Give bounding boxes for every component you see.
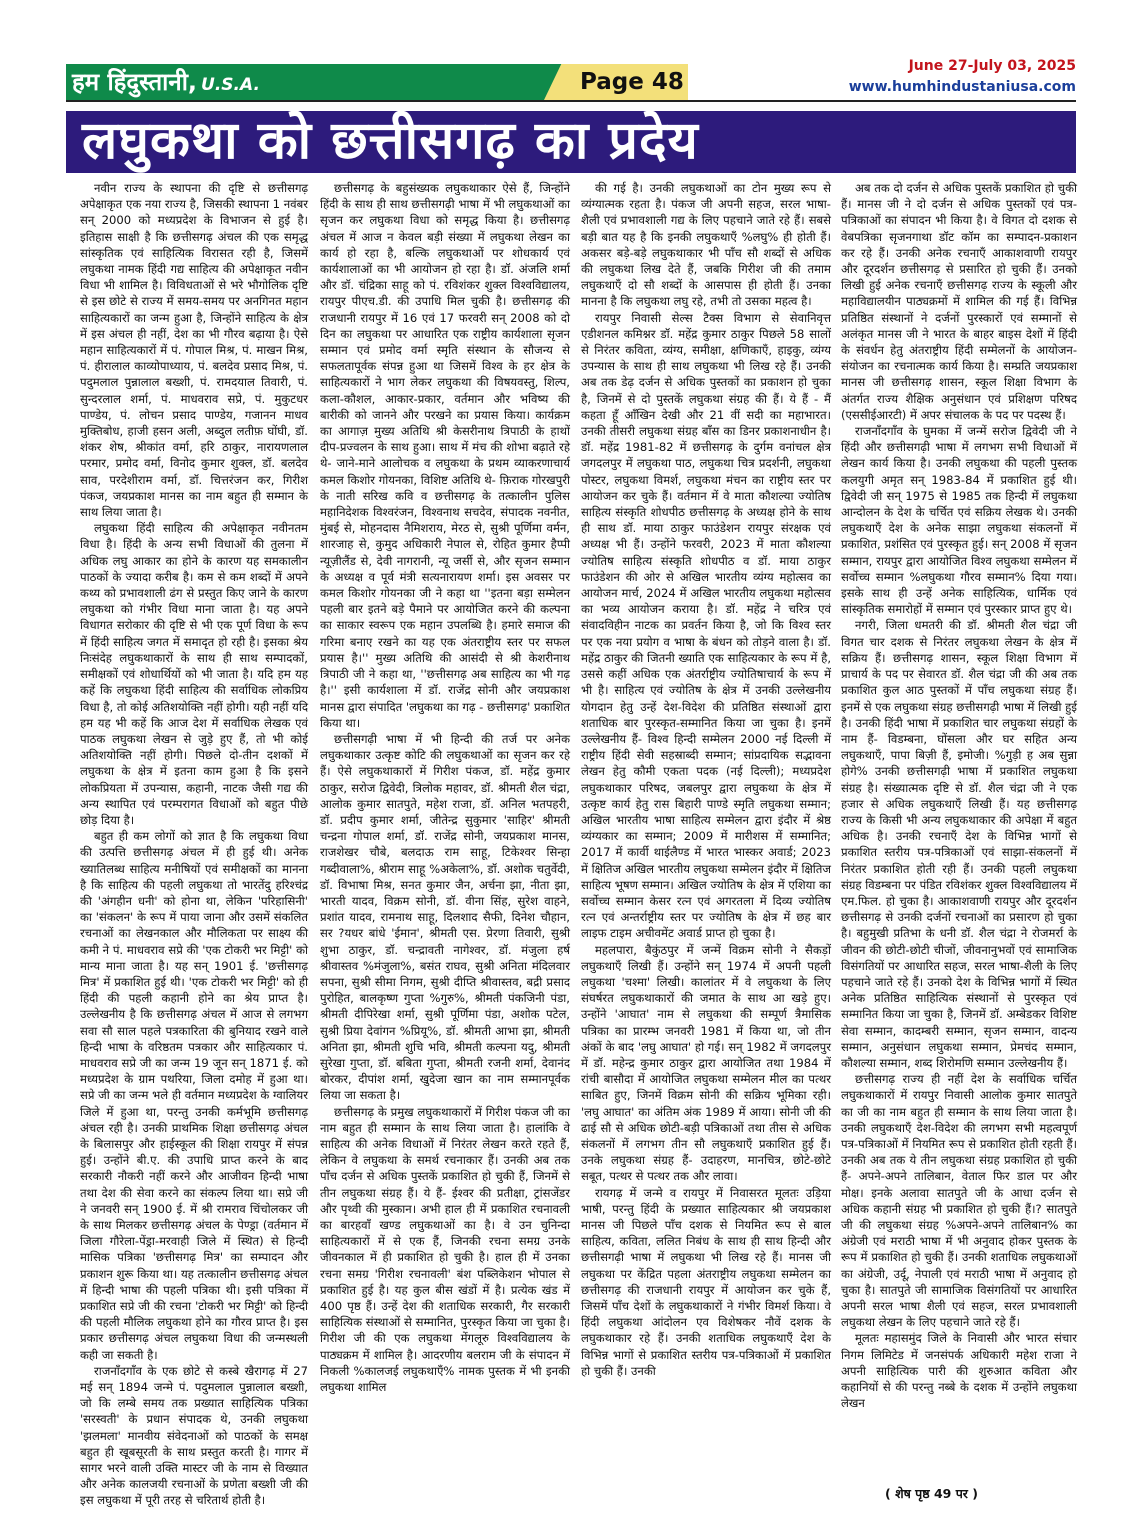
article-paragraph: राजनाँदगाँव के घुमका में जन्में सरोज द्विवेदी जी ने हिंदी और छत्तीसगढ़ी भाषा में लगभग सभी विधाओं में लेखन कार्य किया है। उनकी लघुकथा की पहली पुस्तक कलयुगी अमृत सन् 1983-84 में प्रकाशित हुई थी। द्विवेदी जी सन् 1975 से 1985 तक हिन्दी में लघुकथा आन्दोलन के देश के चर्चित एवं सक्रिय लेखक थे। उनकी लघुकथाएँ देश के अनेक साझा लघुकथा संकलनों में प्रकाशित, प्रशंसित एवं पुरस्कृत हुई। सन् 2008 में सृजन सम्मान, रायपुर द्वारा आयोजित विश्व लघुकथा सम्मेलन में सर्वोच्च सम्मान %लघुकथा गौरव सम्मान% दिया गया। इसके साथ ही उन्हें अनेक साहित्यिक, धार्मिक एवं सांस्कृतिक समारोहों में सम्मान एवं पुरस्कार प्राप्त हुए थे। bbox=[841, 424, 1077, 617]
article-paragraph: मूलतः महासमुंद जिले के निवासी और भारत संचार निगम लिमिटेड में जनसंपर्क अधिकारी महेश राजा ने अपनी साहित्यिक पारी की शुरुआत कविता और कहानियों से की परन्तु नब्बे के दशक में उन्होंने लघुकथा लेखन bbox=[841, 1331, 1077, 1411]
page-number: Page 48 bbox=[580, 69, 684, 95]
article-paragraph: छत्तीसगढ़ राज्य ही नहीं देश के सर्वाधिक चर्चित लघुकथाकारों में रायपुर निवासी आलोक कुमार सातपुते का जी का नाम बहुत ही सम्मान के साथ लिया जाता है। उनकी लघुकथाएँ देश-विदेश की लगभग सभी महत्वपूर्ण पत्र-पत्रिकाओं में नियमित रूप से प्रकाशित होती रहती हैं। उनकी अब तक ये तीन लघुकथा संग्रह प्रकाशित हो चुकी हैं- अपने-अपने तालिबान, वेताल फिर डाल पर और मोक्ष। इनके अलावा सातपुते जी के आधा दर्जन से अधिक कहानी संग्रह भी प्रकाशित हो चुकी हैं।? सातपुते जी की लघुकथा संग्रह %अपने-अपने तालिबान% का अंग्रेजी एवं मराठी भाषा में भी अनुवाद होकर पुस्तक के रूप में प्रकाशित हो चुकी हैं। उनकी शताधिक लघुकथाओं का अंग्रेजी, उर्दू, नेपाली एवं मराठी भाषा में अनुवाद हो चुका है। सातपुते जी सामाजिक विसंगतियों पर आधारित अपनी सरल भाषा शैली एवं सहज, सरल प्रभावशाली लघुकथा लेखन के लिए पहचाने जाते रहे हैं। bbox=[841, 1072, 1077, 1330]
article-paragraph: रायपुर निवासी सेल्स टैक्स विभाग से सेवानिवृत्त एडीशनल कमिश्नर डॉ. महेंद्र कुमार ठाकुर पिछले 58 सालों से निरंतर कविता, व्यंग्य, समीक्षा, क्षणिकाएँ, हाइकु, व्यंग्य उपन्यास के साथ ही साथ लघुकथा भी लिख रहे हैं। उनकी अब तक डेढ़ दर्जन से अधिक पुस्तकों का प्रकाशन हो चुका है, जिनमें से दो पुस्तकें लघुकथा संग्रह की हैं। ये हैं - मैं कहता हूँ आँखिन देखी और 21 वीं सदी का महाभारत। उनकी तीसरी लघुकथा संग्रह बाँस का डिनर प्रकाशनाधीन है। डॉ. महेंद्र 1981-82 में छत्तीसगढ़ के दुर्गम वनांचल क्षेत्र जगदलपुर में लघुकथा पाठ, लघुकथा चित्र प्रदर्शनी, लघुकथा पोस्टर, लघुकथा विमर्श, लघुकथा मंचन का राष्ट्रीय स्तर पर आयोजन कर चुके हैं। वर्तमान में वे माता कौशल्या ज्योतिष साहित्य संस्कृति शोधपीठ छत्तीसगढ़ के अध्यक्ष होने के साथ ही साथ डॉ. माया ठाकुर फाउंडेशन रायपुर संरक्षक एवं अध्यक्ष भी हैं। उन्होंने फरवरी, 2023 में माता कौशल्या ज्योतिष साहित्य संस्कृति शोधपीठ व डॉ. माया ठाकुर फाउंडेशन की ओर से अखिल भारतीय व्यंग्य महोत्सव का आयोजन मार्च, 2024 में अखिल भारतीय लघुकथा महोत्सव का भव्य आयोजन कराया है। डॉ. महेंद्र ने चरित्र एवं संवादविहीन नाटक का प्रवर्तन किया है, जो कि विश्व स्तर पर एक नया प्रयोग व भाषा के बंधन को तोड़ने वाला है। डॉ. महेंद्र ठाकुर की जितनी ख्याति एक साहित्यकार के रूप में है, उससे कहीं अधिक एक अंतर्राष्ट्रीय ज्योतिषाचार्य के रूप में भी है। साहित्य एवं ज्योतिष के क्षेत्र में उनकी उल्लेखनीय योगदान हेतु उन्हें देश-विदेश की प्रतिष्ठित संस्थाओं द्वारा शताधिक बार पुरस्कृत-सम्मानित किया जा चुका है। इनमें उल्लेखनीय हैं- विश्व हिन्दी सम्मेलन 2000 नई दिल्ली में राष्ट्रीय हिंदी सेवी सहस्राब्दी सम्मान; सांप्रदायिक सद्भावना लेखन हेतु कौमी एकता पदक (नई दिल्ली); मध्यप्रदेश लघुकथाकार परिषद, जबलपुर द्वारा लघुकथा के क्षेत्र में उत्कृष्ट कार्य हेतु रास बिहारी पाण्डे स्मृति लघुकथा सम्मान; अखिल भारतीय भाषा साहित्य सम्मेलन द्वारा इंदौर में श्रेष्ठ व्यंग्यकार का सम्मान; 2009 में मारीशस में सम्मानित; 2017 में कार्वी थाईलैण्ड में भारत भास्कर अवार्ड; 2023 में क्षितिज अखिल भारतीय लघुकथा सम्मेलन इंदौर में क्षितिज साहित्य भूषण सम्मान। अखिल ज्योतिष के क्षेत्र में एशिया का सर्वोच्च सम्मान केसर रत्न एवं अगरतला में दिव्य ज्योतिष रत्न एवं अन्तर्राष्ट्रीय स्तर पर ज्योतिष के क्षेत्र में छह बार लाइफ टाइम अचीवमेंट अवार्ड प्राप्त हो चुका है। bbox=[581, 310, 831, 941]
article-paragraph: छत्तीसगढ़ के बहुसंख्यक लघुकथाकार ऐसे हैं, जिन्होंने हिंदी के साथ ही साथ छत्तीसगढ़ी भाषा में भी लघुकथाओं का सृजन कर लघुकथा विधा को समृद्ध किया है। छत्तीसगढ़ अंचल में आज न केवल बड़ी संख्या में लघुकथा लेखन का कार्य हो रहा है, बल्कि लघुकथाओं पर शोधकार्य एवं कार्यशालाओं का भी आयोजन हो रहा है। डॉ. अंजलि शर्मा और डॉ. चंद्रिका साहू को पं. रविशंकर शुक्ल विश्वविद्यालय, रायपुर पीएच.डी. की उपाधि मिल चुकी है। छत्तीसगढ़ की राजधानी रायपुर में 16 एवं 17 फरवरी सन् 2008 को दो दिन का लघुकथा पर आधारित एक राष्ट्रीय कार्यशाला सृजन सम्मान एवं प्रमोद वर्मा स्मृति संस्थान के सौजन्य से सफलतापूर्वक संपन्न हुआ था जिसमें विश्व के हर क्षेत्र के साहित्यकारों ने भाग लेकर लघुकथा की विषयवस्तु, शिल्प, कला-कौशल, आकार-प्रकार, वर्तमान और भविष्य की बारीकी को जानने और परखने का प्रयास किया। कार्यक्रम का आगाज़ मुख्य अतिथि श्री केसरीनाथ त्रिपाठी के हाथों दीप-प्रज्वलन के साथ हुआ। साथ में मंच की शोभा बढ़ाते रहे थे- जाने-माने आलोचक व लघुकथा के प्रथम व्याकरणाचार्य कमल किशोर गोयनका, विशिष्ट अतिथि थे- फ़िराक गोरखपुरी के नाती सरिख कवि व छत्तीसगढ़ के तत्कालीन पुलिस महानिदेशक विश्वरंजन, विश्वनाथ सचदेव, संपादक नवनीत, मुंबई से, मोहनदास नैमिशराय, मेरठ से, सुश्री पूर्णिमा वर्मन, शारजाह से, कुमुद अधिकारी नेपाल से, रोहित कुमार हैप्पी न्यूज़ीलैंड से, देवी नागरानी, न्यू जर्सी से, और सृजन सम्मान के अध्यक्ष व पूर्व मंत्री सत्यनारायण शर्मा। इस अवसर पर कमल किशोर गोयनका जी ने कहा था ''इतना बड़ा सम्मेलन पहली बार इतने बड़े पैमाने पर आयोजित करने की कल्पना का साकार स्वरूप एक महान उपलब्धि है। हमारे समाज की गरिमा बनाए रखने का यह एक अंतराष्ट्रीय स्तर पर सफल प्रयास है।'' मुख्य अतिथि की आसंदी से श्री केशरीनाथ त्रिपाठी जी ने कहा था, ''छत्तीसगढ़ अब साहित्य का भी गढ़ है।'' इसी कार्यशाला में डॉ. राजेंद्र सोनी और जयप्रकाश मानस द्वारा संपादित 'लघुकथा का गढ़ - छत्तीसगढ़' प्रकाशित किया था। bbox=[320, 181, 570, 730]
continued-note: ( शेष पृष्ठ 49 पर ) bbox=[885, 1486, 978, 1501]
article-column-4 bbox=[841, 180, 1077, 1476]
article-paragraph: राजनाँदगाँव के एक छोटे से कस्बे खैरागढ़ में 27 मई सन् 1894 जन्मे पं. पदुमलाल पुन्नालाल बख्शी, जो कि लम्बे समय तक प्रख्यात साहित्यिक पत्रिका 'सरस्वती' के प्रधान संपादक थे, उनकी लघुकथा 'झलमला' मानवीय संवेदनाओं को पाठकों के समक्ष बहुत ही खूबसूरती के साथ प्रस्तुत करती है। गागर में सागर भरने वाली उक्ति मास्टर जी के नाम से विख्यात और अनेक कालजयी रचनाओं के प्रणेता बख्शी जी की इस लघुकथा में पूरी तरह से चरितार्थ होती है। bbox=[80, 1363, 308, 1508]
paper-suffix: U.S.A. bbox=[201, 75, 260, 95]
article-paragraph: छत्तीसगढ़ के प्रमुख लघुकथाकारों में गिरीश पंकज जी का नाम बहुत ही सम्मान के साथ लिया जाता है। हालांकि वे साहित्य की अनेक विधाओं में निरंतर लेखन करते रहते हैं, लेकिन वे लघुकथा के समर्थ रचनाकार हैं। उनकी अब तक पाँच दर्जन से अधिक पुस्तकें प्रकाशित हो चुकी हैं, जिनमें से तीन लघुकथा संग्रह हैं। ये हैं- ईश्वर की प्रतीक्षा, ट्रांसजेंडर और पृथ्वी की मुस्कान। अभी हाल ही में प्रकाशित रचनावली का बारहवाँ खण्ड लघुकथाओं का है। वे उन चुनिन्दा साहित्यकारों में से एक हैं, जिनकी रचना समग्र उनके जीवनकाल में ही प्रकाशित हो चुकी है। हाल ही में उनका रचना समग्र 'गिरीश रचनावली' बंश पब्लिकेशन भोपाल से प्रकाशित हुई है। यह कुल बीस खंडों में है। प्रत्येक खंड में 400 पृष्ठ हैं। उन्हें देश की शताधिक सरकारी, गैर सरकारी साहित्यिक संस्थाओं से सम्मानित, पुरस्कृत किया जा चुका है। गिरीश जी की एक लघुकथा मेंगलूरु विश्वविद्यालय के पाठ्यक्रम में शामिल है। आदरणीय बलराम जी के संपादन में निकली %कालजई लघुकथाएँ% नामक पुस्तक में भी इनकी लघुकथा शामिल bbox=[320, 1104, 570, 1395]
article-paragraph: अब तक दो दर्जन से अधिक पुस्तकें प्रकाशित हो चुकी हैं। मानस जी ने दो दर्जन से अधिक पुस्तकों एवं पत्र-पत्रिकाओं का संपादन भी किया है। वे विगत दो दशक से वेबपत्रिका सृजनगाथा डॉट कॉम का सम्पादन-प्रकाशन कर रहे हैं। उनकी अनेक रचनाएँ आकाशवाणी रायपुर और दूरदर्शन छत्तीसगढ़ से प्रसारित हो चुकी हैं। उनको लिखी हुई अनेक रचनाएँ छत्तीसगढ़ राज्य के स्कूली और महाविद्यालयीन पाठ्यक्रमों में शामिल की गई हैं। विभिन्न प्रतिष्ठित संस्थानों ने दर्जनों पुरस्कारों एवं सम्मानों से अलंकृत मानस जी ने भारत के बाहर बाइस देशों में हिंदी के संवर्धन हेतु अंतराष्ट्रीय हिंदी सम्मेलनों के आयोजन-संयोजन का रचनात्मक कार्य किया है। सम्प्रति जयप्रकाश मानस जी छत्तीसगढ़ शासन, स्कूल शिक्षा विभाग के अंतर्गत राज्य शैक्षिक अनुसंधान एवं प्रशिक्षण परिषद (एससीईआरटी) में अपर संचालक के पद पर पदस्थ हैं। bbox=[841, 181, 1077, 422]
issue-date: June 27-July 03, 2025 bbox=[908, 58, 1076, 74]
article-paragraph: नगरी, जिला धमतरी की डॉ. श्रीमती शैल चंद्रा जी विगत चार दशक से निरंतर लघुकथा लेखन के क्षेत्र में सक्रिय हैं। छत्तीसगढ़ शासन, स्कूल शिक्षा विभाग में प्राचार्य के पद पर सेवारत डॉ. शैल चंद्रा जी की अब तक प्रकाशित कुल आठ पुस्तकों में पाँच लघुकथा संग्रह हैं। इनमें से एक लघुकथा संग्रह छत्तीसगढ़ी भाषा में लिखी हुई है। उनकी हिंदी भाषा में प्रकाशित चार लघुकथा संग्रहों के नाम हैं- विडम्बना, घोंसला और घर सहित अन्य लघुकथाएँ, पापा बिज़ी हैं, इमोजी। %गुड़ी ह अब सुन्ना होगे% उनकी छत्तीसगढ़ी भाषा में प्रकाशित लघुकथा संग्रह है। संख्यात्मक दृष्टि से डॉ. शैल चंद्रा जी ने एक हजार से अधिक लघुकथाएँ लिखी हैं। यह छत्तीसगढ़ राज्य के किसी भी अन्य लघुकथाकार की अपेक्षा में बहुत अधिक है। उनकी रचनाएँ देश के विभिन्न भागों से प्रकाशित स्तरीय पत्र-पत्रिकाओं एवं साझा-संकलनों में निरंतर प्रकाशित होती रही हैं। उनकी पहली लघुकथा संग्रह विडम्बना पर पंडित रविशंकर शुक्ल विश्वविद्यालय में एम.फिल. हो चुका है। आकाशवाणी रायपुर और दूरदर्शन छत्तीसगढ़ से उनकी दर्जनों रचनाओं का प्रसारण हो चुका है। बहुमुखी प्रतिभा के धनी डॉ. शैल चंद्रा ने रोजमर्रा के जीवन की छोटी-छोटी चीजों, जीवनानुभवों एवं सामाजिक विसंगतियों पर आधारित सहज, सरल भाषा-शैली के लिए पहचाने जाते रहे हैं। उनको देश के विभिन्न भागों में स्थित अनेक प्रतिष्ठित साहित्यिक संस्थानों से पुरस्कृत एवं सम्मानित किया जा चुका है, जिनमें डॉ. अम्बेडकर विशिष्ट सेवा सम्मान, कादम्बरी सम्मान, सृजन सम्मान, वादन्य सम्मान, अनुसंधान लघुकथा सम्मान, प्रेमचंद सम्मान, कौशल्या सम्मान, शब्द शिरोमणि सम्मान उल्लेखनीय हैं। bbox=[841, 618, 1077, 1070]
article-paragraph: बहुत ही कम लोगों को ज्ञात है कि लघुकथा विधा की उत्पत्ति छत्तीसगढ़ अंचल में ही हुई थी। अनेक ख्यातिलब्ध साहित्य मनीषियों एवं समीक्षकों का मानना है कि साहित्य की पहली लघुकथा तो भारतेंदु हरिश्चंद्र की 'अंगहीन धनी' को होना था, लेकिन 'परिहासिनी' का 'संकलन' के रूप में पाया जाना और उसमें संकलित रचनाओं का लेखनकाल और मौलिकता पर साक्ष्य की कमी ने पं. माधवराव सप्रे की 'एक टोकरी भर मिट्टी' को मान्य माना जाता है। यह सन् 1901 ई. 'छत्तीसगढ़ मित्र' में प्रकाशित हुई थी। 'एक टोकरी भर मिट्टी' को ही हिंदी की पहली कहानी होने का श्रेय प्राप्त है। उल्लेखनीय है कि छत्तीसगढ़ अंचल में आज से लगभग सवा सौ साल पहले पत्रकारिता की बुनियाद रखने वाले हिन्दी भाषा के वरिष्ठतम पत्रकार और साहित्यकार पं. माधवराव सप्रे जी का जन्म 19 जून सन् 1871 ई. को मध्यप्रदेश के ग्राम पथरिया, जिला दमोह में हुआ था। सप्रे जी का जन्म भले ही वर्तमान मध्यप्रदेश के ग्वालियर जिले में हुआ था, परन्तु उनकी कर्मभूमि छत्तीसगढ़ अंचल रही है। उनकी प्राथमिक शिक्षा छत्तीसगढ़ अंचल के बिलासपुर और हाईस्कूल की शिक्षा रायपुर में संपन्न हुई। उन्होंने बी.ए. की उपाधि प्राप्त करने के बाद सरकारी नौकरी नहीं करने और आजीवन हिन्दी भाषा तथा देश की सेवा करने का संकल्प लिया था। सप्रे जी ने जनवरी सन् 1900 ई. में श्री रामराव चिंचोलकर जी के साथ मिलकर छत्तीसगढ़ अंचल के पेण्ड्रा (वर्तमान में जिला गौरेला-पेंड्रा-मरवाही जिले में स्थित) से हिन्दी मासिक पत्रिका 'छत्तीसगढ़ मित्र' का सम्पादन और प्रकाशन शुरू किया था। यह तत्कालीन छत्तीसगढ़ अंचल में हिन्दी भाषा की पहली पत्रिका थी। इसी पत्रिका में प्रकाशित सप्रे जी की रचना 'टोकरी भर मिट्टी' को हिन्दी की पहली मौलिक लघुकथा होने का गौरव प्राप्त है। इस प्रकार छत्तीसगढ़ अंचल लघुकथा विधा की जन्मस्थली कही जा सकती है। bbox=[80, 829, 308, 1362]
article-paragraph: महलपारा, बैकुंठपुर में जन्में विक्रम सोनी ने सैकड़ों लघुकथाएँ लिखी हैं। उन्होंने सन् 1974 में अपनी पहली लघुकथा 'चश्मा' लिखी। कालांतर में वे लघुकथा के लिए संघर्षरत लघुकथाकारों की जमात के साथ आ खड़े हुए। उन्होंने 'आघात' नाम से लघुकथा की सम्पूर्ण त्रैमासिक पत्रिका का प्रारम्भ जनवरी 1981 में किया था, जो तीन अंकों के बाद 'लघु आघात' हो गई। सन् 1982 में जगदलपुर में डॉ. महेन्द्र कुमार ठाकुर द्वारा आयोजित तथा 1984 में रांची बासौदा में आयोजित लघुकथा सम्मेलन मील का पत्थर साबित हुए, जिनमें विक्रम सोनी की सक्रिय भूमिका रही। 'लघु आघात' का अंतिम अंक 1989 में आया। सोनी जी की ढाई सौ से अधिक छोटी-बड़ी पत्रिकाओं तथा तीस से अधिक संकलनों में लगभग तीन सौ लघुकथाएँ प्रकाशित हुई हैं। उनके लघुकथा संग्रह हैं- उदाहरण, मानचित्र, छोटे-छोटे सबूत, पत्थर से पत्थर तक और लावा। bbox=[581, 942, 831, 1184]
article-paragraph: रायगढ़ में जन्मे व रायपुर में निवासरत मूलतः उड़िया भाषी, परन्तु हिंदी के प्रख्यात साहित्यकार श्री जयप्रकाश मानस जी पिछले पाँच दशक से नियमित रूप से बाल साहित्य, कविता, ललित निबंध के साथ ही साथ हिन्दी और छत्तीसगढ़ी भाषा में लघुकथा भी लिख रहे हैं। मानस जी लघुकथा पर केंद्रित पहला अंतराष्ट्रीय लघुकथा सम्मेलन का छत्तीसगढ़ की राजधानी रायपुर में आयोजन कर चुके हैं, जिसमें पाँच देशों के लघुकथाकारों ने गंभीर विमर्श किया। वे हिंदी लघुकथा आंदोलन एव विशेषकर नौवें दशक के लघुकथाकार रहे हैं। उनकी शताधिक लघुकथाएँ देश के विभिन्न भागों से प्रकाशित स्तरीय पत्र-पत्रिकाओं में प्रकाशित हो चुकी हैं। उनकी bbox=[581, 1185, 831, 1378]
article-column-1 bbox=[80, 180, 308, 1508]
article-paragraph: नवीन राज्य के स्थापना की दृष्टि से छत्तीसगढ़ अपेक्षाकृत एक नया राज्य है, जिसकी स्थापना 1 नवंबर सन् 2000 को मध्यप्रदेश के विभाजन से हुई है। इतिहास साक्षी है कि छत्तीसगढ़ अंचल की एक समृद्ध सांस्कृतिक एवं साहित्यिक विरासत रही है, जिसमें लघुकथा नामक हिंदी गद्य साहित्य की अपेक्षाकृत नवीन विधा भी शामिल है। विविधताओं से भरे भौगोलिक दृष्टि से इस छोटे से राज्य में समय-समय पर अनगिनत महान साहित्यकारों का जन्म हुआ है, जिन्होंने साहित्य के क्षेत्र में इस अंचल ही नहीं, देश का भी गौरव बढ़ाया है। ऐसे महान साहित्यकारों में पं. गोपाल मिश्र, पं. माखन मिश्र, पं. हीरालाल काव्योपाध्याय, पं. बलदेव प्रसाद मिश्र, पं. पदुमलाल पुन्नालाल बख्शी, पं. रामदयाल तिवारी, पं. सुन्दरलाल शर्मा, पं. माधवराव सप्रे, पं. मुकुटधर पाण्डेय, पं. लोचन प्रसाद पाण्डेय, गजानन माधव मुक्तिबोध, हाजी हसन अली, अब्दुल लतीफ़ घोंघी, डॉ. शंकर शेष, श्रीकांत वर्मा, हरि ठाकुर, नारायणलाल परमार, प्रमोद वर्मा, विनोद कुमार शुक्ल, डॉ. बलदेव साव, परदेशीराम वर्मा, डॉ. चित्तरंजन कर, गिरीश पंकज, जयप्रकाश मानस का नाम बहुत ही सम्मान के साथ लिया जाता है। bbox=[80, 181, 308, 520]
article-paragraph: की गई है। उनकी लघुकथाओं का टोन मुख्य रूप से व्यंग्यात्मक रहता है। पंकज जी अपनी सहज, सरल भाषा-शैली एवं प्रभावशाली गद्य के लिए पहचाने जाते रहे हैं। सबसे बड़ी बात यह है कि इनकी लघुकथाएँ %लघु% ही होती हैं। अकसर बड़े-बड़े लघुकथाकार भी पाँच सौ शब्दों से अधिक की लघुकथा लिख देते हैं, जबकि गिरीश जी की तमाम लघुकथाएँ दो सौ शब्दों के आसपास ही होती हैं। उनका मानना है कि लघुकथा लघु रहे, तभी तो उसका महत्व है। bbox=[581, 181, 831, 309]
article-paragraph: छत्तीसगढ़ी भाषा में भी हिन्दी की तर्ज पर अनेक लघुकथाकार उत्कृष्ट कोटि की लघुकथाओं का सृजन कर रहे हैं। ऐसे लघुकथाकारों में गिरीश पंकज, डॉ. महेंद्र कुमार ठाकुर, सरोज द्विवेदी, त्रिलोक महावर, डॉ. श्रीमती शैल चंद्रा, आलोक कुमार सातपुते, महेश राजा, डॉ. अनिल भतपहरी, डॉ. प्रदीप कुमार शर्मा, जीतेन्द्र सुकुमार 'साहिर' श्रीमती चन्द्रना गोपाल शर्मा, डॉ. राजेंद्र सोनी, जयप्रकाश मानस, राजशेखर चौबे, बलदाऊ राम साहू, टिकेश्वर सिन्हा गब्दीवाला%, श्रीराम साहू %अकेला%, डॉ. अशोक चतुर्वेदी, डॉ. विभाषा मिश्र, सनत कुमार जैन, अर्चना झा, नीता झा, भारती यादव, विक्रम सोनी, डॉ. वीना सिंह, सुरेश वाहने, प्रशांत यादव, रामनाथ साहू, दिलशाद सैफी, दिनेश चौहान, सर ?यधर बांधे 'ईमान', श्रीमती एस. प्रेरणा तिवारी, सुश्री शुभा ठाकुर, डॉ. चन्द्रावती नागेश्वर, डॉ. मंजुला हर्ष श्रीवास्तव %मंजुला%, बसंत राघव, सुश्री अनिता मंदिलवार सपना, सुश्री सीमा निगम, सुश्री दीप्ति श्रीवास्तव, बद्री प्रसाद पुरोहित, बालकृष्ण गुप्ता %गुरु%, श्रीमती पंकजिनी पंडा, श्रीमती दीपिरेखा शर्मा, सुश्री पूर्णिमा पंडा, अशोक पटेल, सुश्री प्रिया देवांगन %प्रियू%, डॉ. श्रीमती आभा झा, श्रीमती अनिता झा, श्रीमती शुचि भवि, श्रीमती कल्पना यदु, श्रीमती सुरेखा गुप्ता, डॉ. बबिता गुप्ता, श्रीमती रजनी शर्मा, देवानंद बोरकर, दीपांश शर्मा, खुदेजा खान का नाम सम्मानपूर्वक लिया जा सकता है। bbox=[320, 731, 570, 1103]
masthead bbox=[66, 58, 1076, 102]
newspaper-name bbox=[72, 66, 260, 101]
article-paragraph: लघुकथा हिंदी साहित्य की अपेक्षाकृत नवीनतम विधा है। हिंदी के अन्य सभी विधाओं की तुलना में अधिक लघु आकार का होने के कारण यह समकालीन पाठकों के ज्यादा करीब है। कम से कम शब्दों में अपने कथ्य को प्रभावशाली ढंग से प्रस्तुत किए जाने के कारण लघुकथा को गंभीर विधा माना जाता है। यह अपने विधागत सरोकार की दृष्टि से भी एक पूर्ण विधा के रूप में हिंदी साहित्य जगत में समादृत हो रही है। इसका श्रेय निःसंदेह लघुकथाकारों के साथ ही साथ सम्पादकों, समीक्षकों एवं शोधार्थियों को भी जाता है। यदि हम यह कहें कि लघुकथा हिंदी साहित्य की सर्वाधिक लोकप्रिय विधा है, तो कोई अतिशयोक्ति नहीं होगी। यही नहीं यदि हम यह भी कहें कि आज देश में सर्वाधिक लेखक एवं पाठक लघुकथा लेखन से जुड़े हुए हैं, तो भी कोई अतिशयोक्ति नहीं होगी। पिछले दो-तीन दशकों में लघुकथा के क्षेत्र में इतना काम हुआ है कि इसने लोकप्रियता में उपन्यास, कहानी, नाटक जैसी गद्य की अन्य स्थापित एवं परम्परागत विधाओं को बहुत पीछे छोड़ दिया है। bbox=[80, 521, 308, 827]
article-column-2 bbox=[320, 180, 570, 1476]
website-link[interactable]: www.humhindustaniusa.com bbox=[848, 79, 1076, 95]
article-column-3 bbox=[581, 180, 831, 1476]
headline: लघुकथा को छत्तीसगढ़ का प्रदेय bbox=[66, 111, 1076, 173]
paper-name-text: हम हिंदुस्तानी, bbox=[72, 68, 198, 96]
